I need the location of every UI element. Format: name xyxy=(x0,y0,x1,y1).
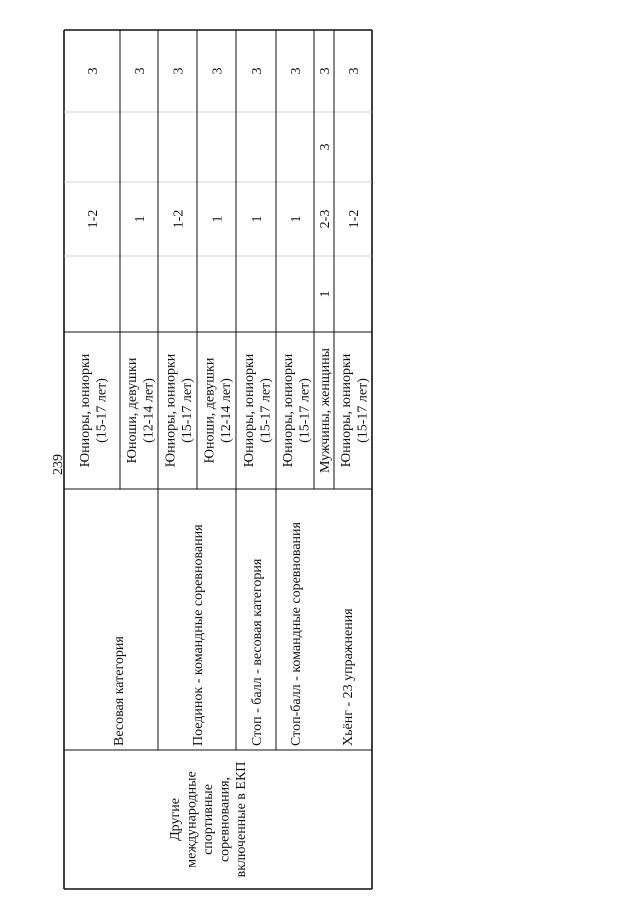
value-cell-text: 2-3 xyxy=(318,209,333,229)
group-label-line: соревнования, xyxy=(217,776,233,863)
group-label-line: Другие xyxy=(167,798,183,841)
value-cell-text: 3 xyxy=(171,67,187,75)
age-group-cell xyxy=(318,347,333,473)
value-cell-text: 1-2 xyxy=(171,209,187,229)
age-group-cell xyxy=(163,353,195,467)
group-label-line: включенные в ЕКП xyxy=(233,761,249,878)
discipline-label-text: Стоп-балл - командные соревнования xyxy=(289,522,304,746)
value-cell-text: 3 xyxy=(318,67,333,75)
value-cell-text: 3 xyxy=(133,67,148,75)
age-group-line: (15-17 лет) xyxy=(258,378,274,443)
age-group-line: Юноши, девушки xyxy=(124,357,140,464)
value-cell-c4 xyxy=(250,68,265,75)
value-cell-text: 1 xyxy=(133,215,148,223)
page-number: 239 xyxy=(51,454,66,475)
value-cell-text: 3 xyxy=(250,67,265,75)
age-group-cell xyxy=(78,353,110,467)
value-cell-c4 xyxy=(211,68,226,75)
group-label xyxy=(168,762,249,878)
age-group-line: (15-17 лет) xyxy=(297,378,313,443)
age-group-line: Юниоры, юниорки xyxy=(77,353,93,468)
age-group-line: Юниоры, юниорки xyxy=(163,353,179,468)
age-group-cell xyxy=(281,353,313,467)
discipline-label xyxy=(250,558,265,746)
age-group-cell xyxy=(202,357,234,463)
value-cell-c2 xyxy=(86,210,101,229)
age-group-line: Юниоры, юниорки xyxy=(338,353,354,468)
discipline-label xyxy=(191,524,206,746)
value-cell-text: 3 xyxy=(86,67,101,75)
age-group-line: (12-14 лет) xyxy=(218,378,234,443)
age-group-line: Мужчины, женщины xyxy=(318,347,333,474)
value-cell-text: 1 xyxy=(210,215,226,223)
value-cell-c4 xyxy=(133,68,148,75)
value-cell-c2 xyxy=(250,216,265,223)
value-cell-c1 xyxy=(318,291,333,298)
value-cell-text: 3 xyxy=(347,67,362,75)
age-group-line: (15-17 лет) xyxy=(179,378,195,443)
age-group-line: (12-14 лет) xyxy=(141,378,157,443)
group-label-line: международные xyxy=(184,771,200,868)
value-cell-text: 1 xyxy=(250,215,265,223)
age-group-cell xyxy=(125,357,157,463)
discipline-label-text: Весовая категория xyxy=(112,636,127,746)
age-group-cell xyxy=(242,353,274,467)
discipline-label xyxy=(289,521,304,746)
value-cell-c4 xyxy=(318,68,333,75)
value-cell-c2 xyxy=(133,216,148,223)
value-cell-c2 xyxy=(318,210,333,229)
discipline-label-text: Хьёнг - 23 упражнения xyxy=(341,608,356,746)
value-cell-c2 xyxy=(211,216,226,223)
value-cell-c3 xyxy=(318,144,333,151)
table-text xyxy=(78,68,371,878)
value-cell-text: 3 xyxy=(318,143,333,151)
discipline-label-text: Поединок - командные соревнования xyxy=(191,524,206,746)
value-cell-text: 1 xyxy=(289,215,304,223)
age-group-line: (15-17 лет) xyxy=(94,378,110,443)
value-cell-text: 1-2 xyxy=(347,209,362,229)
value-cell-c4 xyxy=(347,68,362,75)
value-cell-c2 xyxy=(172,210,187,229)
discipline-label xyxy=(112,636,127,746)
value-cell-c2 xyxy=(347,210,362,229)
age-group-line: Юноши, девушки xyxy=(202,357,218,464)
discipline-label-text: Стоп - балл - весовая категория xyxy=(250,558,265,746)
age-group-line: (15-17 лет) xyxy=(355,378,371,443)
value-cell-c2 xyxy=(289,216,304,223)
value-cell-c4 xyxy=(289,68,304,75)
group-label-line: спортивные xyxy=(200,784,216,855)
age-group-line: Юниоры, юниорки xyxy=(280,353,296,468)
value-cell-c4 xyxy=(172,68,187,75)
value-cell-text: 1 xyxy=(318,290,333,298)
value-cell-text: 1-2 xyxy=(86,209,101,229)
age-group-line: Юниоры, юниорки xyxy=(241,353,257,468)
discipline-label xyxy=(341,608,356,746)
value-cell-text: 3 xyxy=(289,67,304,75)
value-cell-text: 3 xyxy=(210,67,226,75)
value-cell-c4 xyxy=(86,68,101,75)
age-group-cell xyxy=(339,353,371,467)
